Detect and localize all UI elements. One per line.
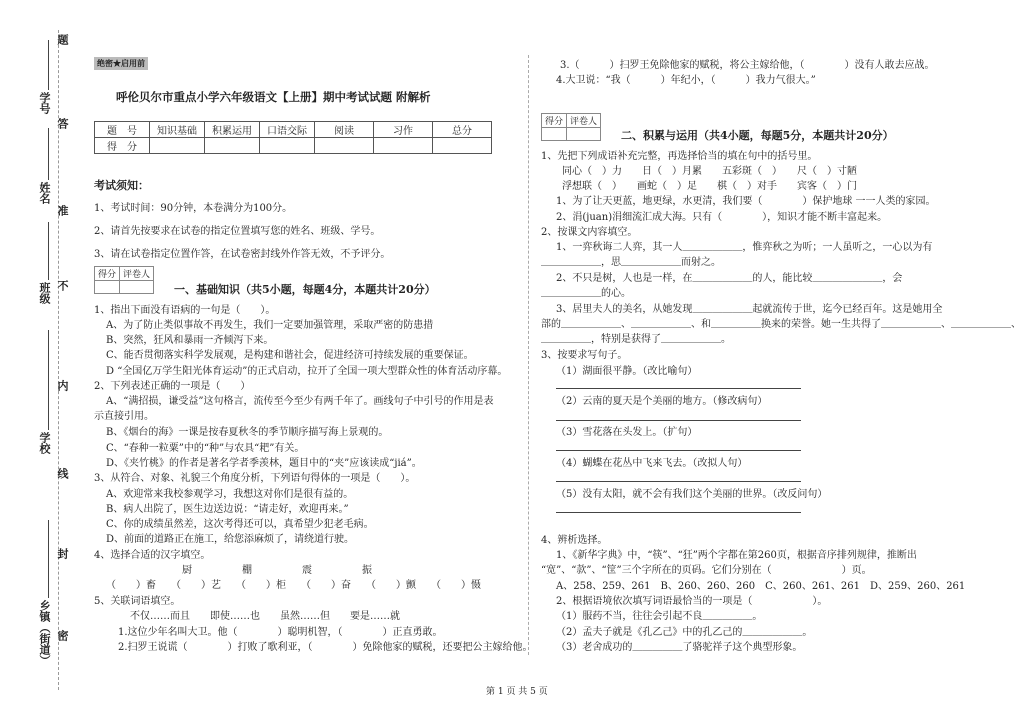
scorer-grader-label: 评卷人 <box>567 114 601 128</box>
score-cell[interactable] <box>433 138 492 154</box>
question-line: 5、关联词语填空。 <box>94 596 181 607</box>
answer-line[interactable] <box>556 512 801 513</box>
page-title: 呼伦贝尔市重点小学六年级语文【上册】期中考试试题 附解析 <box>116 90 431 104</box>
score-cell[interactable] <box>150 138 205 154</box>
score-cell[interactable] <box>374 138 433 154</box>
score-header-cell: 阅读 <box>315 122 374 138</box>
scorer-score-cell[interactable] <box>542 128 567 141</box>
question-line: （1）服药不当，往往会引起不良＿＿＿＿＿。 <box>556 611 763 622</box>
scorer-box <box>94 266 154 294</box>
scorer-box <box>541 113 601 141</box>
margin-blank-line <box>48 520 49 598</box>
question-line: D、前面的道路正在施工，给您添麻烦了，请绕道行驶。 <box>106 534 355 545</box>
question-line: C、你的成绩虽然差，这次考得还可以，真希望少犯老毛病。 <box>106 519 374 530</box>
question-line: 2、下列表述正确的一项是（ ） <box>94 381 251 392</box>
question-line: A、为了防止类似事故不再发生，我们一定要加强管理，采取严密的防患措 <box>106 320 434 331</box>
score-cell[interactable] <box>315 138 374 154</box>
question-line: C、“春种一粒粟”中的“种”与农具“耙”有关。 <box>106 443 305 454</box>
question-line: 4、辨析选择。 <box>541 535 608 546</box>
question-line: （ ）畜 （ ）艺 （ ）柜 （ ）奋 （ ）颤 （ ）慑 <box>106 580 481 591</box>
question-line: 不仅……而且 即使……也 虽然……但 要是……就 <box>130 611 400 622</box>
column-divider <box>528 55 529 655</box>
answer-line[interactable] <box>556 388 801 389</box>
question-line: 2、涓(juan)涓细流汇成大海。只有（ ），知识才能不断丰富起来。 <box>556 212 888 223</box>
question-line: 示直接引用。 <box>94 411 154 422</box>
question-line: B、病人出院了，医生边送边说：“请走好，欢迎再来。” <box>106 504 349 515</box>
margin-char-xian: 线 <box>56 468 69 479</box>
score-header-cell: 题 号 <box>95 122 150 138</box>
score-cell[interactable] <box>205 138 260 154</box>
margin-blank-line <box>48 330 49 430</box>
margin-char-zhun: 准 <box>56 205 69 216</box>
question-line: C、能否贯彻落实科学发展观，是构建和谐社会，促进经济可持续发展的重要保证。 <box>106 350 474 361</box>
margin-char-mi: 密 <box>56 630 69 641</box>
question-line: ＿＿＿＿＿＿的心。 <box>541 288 631 299</box>
question-line: B、《烟台的海》一课是按春夏秋冬的季节顺序描写海上景观的。 <box>106 427 389 438</box>
question-line: 1、指出下面没有语病的一句是（ ）。 <box>94 305 276 316</box>
margin-label-class: 班级 <box>38 282 51 304</box>
question-line: 1、《新华字典》中，“筷”、“狂”两个字都在第260页，根据音序排列规律，推断出 <box>556 550 917 561</box>
score-header-cell: 习作 <box>374 122 433 138</box>
margin-char-ti: 题 <box>56 34 69 45</box>
question-line: “宽”、“款”、“筐”三个字所在的页码。它们分别在（ ）页。 <box>541 565 872 576</box>
page-number: 第 1 页 共 5 页 <box>486 687 548 697</box>
scorer-score-cell[interactable] <box>95 281 120 294</box>
margin-char-da: 答 <box>56 118 69 129</box>
margin-char-nei: 内 <box>56 380 69 391</box>
answer-line[interactable] <box>556 450 801 451</box>
score-header-cell: 积累运用 <box>205 122 260 138</box>
scorer-grader-label: 评卷人 <box>120 267 154 281</box>
scorer-grader-cell[interactable] <box>567 128 601 141</box>
question-line: A、258、259、261 B、260、260、260 C、260、261、261 D、259、260、261 <box>556 581 966 592</box>
question-line: 1、为了让天更蓝，地更绿，水更清，我们要（ ）保护地球 一一人类的家园。 <box>556 196 936 207</box>
question-line: 3、居里夫人的美名，从她发现＿＿＿＿＿＿起就流传于世，迄今已经百年。这是她用全 <box>556 304 943 315</box>
score-cell[interactable] <box>260 138 315 154</box>
margin-blank-line <box>48 128 49 180</box>
question-line: 3、按要求写句子。 <box>541 350 628 361</box>
question-line: 1、一弈秋诲二人弈，其一人＿＿＿＿＿＿，惟弈秋之为听；一人虽听之，一心以为有 <box>556 242 933 253</box>
question-line: 浮想联（ ） 画蛇（ ）足 棋（ ）对手 宾客（ ）门 <box>562 181 857 192</box>
question-line: 同心（ ）力 日（ ）月累 五彩斑（ ） 尺（ ）寸陋 <box>562 166 857 177</box>
scorer-grader-cell[interactable] <box>120 281 154 294</box>
answer-line[interactable] <box>556 420 801 421</box>
question-line: A、“满招损，谦受益”这句格言，流传至今至少有两千年了。画线句子中引号的作用是表 <box>106 396 494 407</box>
scorer-score-label: 得分 <box>542 114 567 128</box>
section2-heading: 二、积累与运用（共4小题，每题5分，本题共计20分） <box>621 129 894 142</box>
question-line: 3、从符合、对象、礼貌三个角度分析，下列语句得体的一项是（ ）。 <box>94 473 416 484</box>
margin-blank-line <box>48 222 49 280</box>
question-line: 2、按课文内容填空。 <box>541 227 638 238</box>
margin-char-feng: 封 <box>56 548 69 559</box>
question-line: D、《夹竹桃》的作者是著名学者季羡林，题目中的“夹”应该读成“jiá”。 <box>106 458 422 469</box>
question-line: （2）云南的夏天是个美丽的地方。（修改病句） <box>556 396 768 407</box>
scorer-score-label: 得分 <box>95 267 120 281</box>
question-line: 1、先把下列成语补充完整，再选择恰当的填在句中的括号里。 <box>541 151 818 162</box>
question-line: A、欢迎常来我校参观学习，我想这对你们是很有益的。 <box>106 489 354 500</box>
section1-heading: 一、基础知识（共5小题，每题4分，本题共计20分） <box>174 283 436 296</box>
question-line: （5）没有太阳，就不会有我们这个美丽的世界。（改反问句） <box>556 489 828 500</box>
question-line: 厨 棚 震 振 <box>182 565 372 576</box>
question-line: 1.这位少年名叫大卫。他（ ）聪明机智，（ ）正直勇敢。 <box>118 627 443 638</box>
score-table <box>94 121 492 154</box>
question-line: B、突然，狂风和暴雨一齐倾泻下来。 <box>106 335 274 346</box>
question-line: 部的＿＿＿＿＿＿、＿＿＿＿＿＿、和＿＿＿＿＿换来的荣誉。她一生共得了＿＿＿＿＿＿、＿＿＿＿＿＿、 <box>541 319 1021 330</box>
question-line: 4.大卫说：“我（ ）年纪小，（ ）我力气很大。” <box>556 75 816 86</box>
score-header-cell: 口语交际 <box>260 122 315 138</box>
question-line: 2.扫罗王说谎（ ）打败了歌利亚，（ ）免除他家的赋税，还要把公主嫁给他。 <box>118 642 533 653</box>
question-line: （3）雪花落在头发上。（扩句） <box>556 427 698 438</box>
question-line: 3.（ ）扫罗王免除他家的赋税，将公主嫁给他，（ ）没有人敢去应战。 <box>560 60 935 71</box>
margin-label-student-id: 学号 <box>38 92 51 114</box>
margin-char-bu: 不 <box>56 280 69 291</box>
notes-item: 2、请首先按要求在试卷的指定位置填写您的姓名、班级、学号。 <box>94 226 381 237</box>
notes-item: 1、考试时间：90分钟，本卷满分为100分。 <box>94 203 293 214</box>
question-line: D “全国亿万学生阳光体育运动”的正式启动，拉开了全国一项大型群众性的体育活动序幕。 <box>106 366 508 377</box>
question-line: （4）蝴蝶在花丛中飞来飞去。（改拟人句） <box>556 458 748 469</box>
margin-label-school: 学校 <box>38 432 51 454</box>
score-row-label: 得 分 <box>95 138 150 154</box>
question-line: （1）湖面很平静。（改比喻句） <box>556 366 698 377</box>
question-line: 4、选择合适的汉字填空。 <box>94 550 211 561</box>
question-line: （3）老舍成功的＿＿＿＿＿了骆驼祥子这个典型形象。 <box>556 642 803 653</box>
margin-label-name: 姓名 <box>38 182 51 204</box>
secret-stamp: 绝密★启用前 <box>94 57 148 70</box>
question-line: 2、根据语境依次填写词语最恰当的一项是（ ）。 <box>556 596 828 607</box>
score-header-cell: 总分 <box>433 122 492 138</box>
score-header-cell: 知识基础 <box>150 122 205 138</box>
question-line: ＿＿＿＿＿，特别是获得了＿＿＿＿＿＿。 <box>541 334 731 345</box>
question-line: （2）孟夫子就是《孔乙己》中的孔乙己的＿＿＿＿＿＿。 <box>556 627 813 638</box>
binding-dashed-line <box>58 30 59 690</box>
margin-label-town: 乡镇（街道） <box>38 600 51 666</box>
question-line: 2、不只是树，人也是一样，在＿＿＿＿＿＿的人，能比较＿＿＿＿＿＿＿，会 <box>556 273 903 284</box>
notes-item: 3、请在试卷指定位置作答，在试卷密封线外作答无效，不予评分。 <box>94 249 391 260</box>
answer-line[interactable] <box>556 481 801 482</box>
margin-blank-line <box>48 40 49 90</box>
notes-heading: 考试须知： <box>94 179 149 192</box>
question-line: ＿＿＿＿＿＿，思＿＿＿＿＿＿而射之。 <box>541 257 721 268</box>
